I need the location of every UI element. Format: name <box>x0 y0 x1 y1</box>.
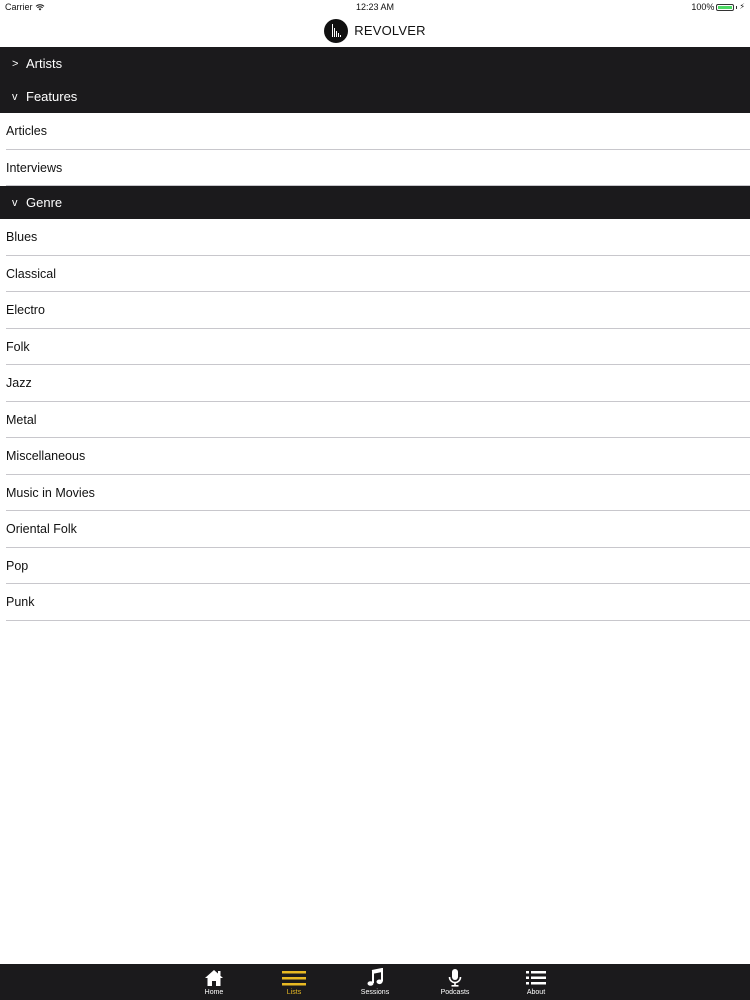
list-item-articles[interactable] <box>0 113 750 150</box>
list-item-blues[interactable] <box>0 219 750 256</box>
list-item-label: Miscellaneous <box>6 449 86 464</box>
tab-home[interactable] <box>184 964 244 1000</box>
list-item-label: Jazz <box>6 376 32 391</box>
charging-icon: ⚡ <box>739 2 745 11</box>
list-item-oriental-folk[interactable] <box>0 511 750 548</box>
category-list <box>0 47 750 621</box>
section-header-genre[interactable] <box>0 186 750 219</box>
list-item-label: Interviews <box>6 160 63 175</box>
tab-label: About <box>526 989 546 996</box>
music-note-icon <box>366 968 384 988</box>
section-label: Features <box>26 89 78 104</box>
list-item-music-in-movies[interactable] <box>0 475 750 512</box>
status-battery <box>691 0 745 14</box>
revolver-logo-icon <box>324 19 348 43</box>
tab-lists[interactable] <box>264 964 324 1000</box>
chevron-down-icon: v <box>12 196 18 209</box>
section-label: Artists <box>26 56 63 71</box>
tab-label: Sessions <box>360 989 390 996</box>
section-label: Genre <box>26 195 63 210</box>
chevron-down-icon: v <box>12 90 18 103</box>
list-item-label: Music in Movies <box>6 485 95 500</box>
list-item-label: Metal <box>6 412 37 427</box>
list-item-interviews[interactable] <box>0 150 750 187</box>
list-item-punk[interactable] <box>0 584 750 621</box>
list-item-electro[interactable] <box>0 292 750 329</box>
list-item-metal[interactable] <box>0 402 750 439</box>
tab-label: Home <box>204 989 224 996</box>
list-item-label: Pop <box>6 558 29 573</box>
list-item-folk[interactable] <box>0 329 750 366</box>
tab-label: Podcasts <box>440 989 470 996</box>
status-bar <box>0 0 750 14</box>
list-item-jazz[interactable] <box>0 365 750 402</box>
list-item-label: Classical <box>6 266 57 281</box>
carrier-label: Carrier <box>5 2 33 12</box>
list-item-pop[interactable] <box>0 548 750 585</box>
list-item-label: Articles <box>6 124 47 139</box>
tab-about[interactable] <box>506 964 566 1000</box>
list-item-label: Oriental Folk <box>6 522 77 537</box>
tab-bar <box>0 964 750 1000</box>
chevron-right-icon: > <box>12 57 19 70</box>
tab-sessions[interactable] <box>345 964 405 1000</box>
list-item-label: Blues <box>6 230 38 245</box>
app-title: REVOLVER <box>354 23 426 38</box>
list-item-label: Punk <box>6 595 35 610</box>
battery-percent: 100% <box>691 2 715 12</box>
list-bullets-icon <box>526 968 546 988</box>
tab-podcasts[interactable] <box>425 964 485 1000</box>
section-header-features[interactable] <box>0 80 750 113</box>
lists-icon <box>282 968 306 988</box>
section-header-artists[interactable] <box>0 47 750 80</box>
status-time: 12:23 AM <box>355 2 395 12</box>
list-item-label: Folk <box>6 339 30 354</box>
battery-icon <box>716 4 734 11</box>
list-item-classical[interactable] <box>0 256 750 293</box>
nav-bar <box>0 14 750 47</box>
microphone-icon <box>448 968 462 988</box>
home-icon <box>204 968 224 988</box>
tab-label: Lists <box>286 989 302 996</box>
list-item-miscellaneous[interactable] <box>0 438 750 475</box>
list-item-label: Electro <box>6 303 45 318</box>
